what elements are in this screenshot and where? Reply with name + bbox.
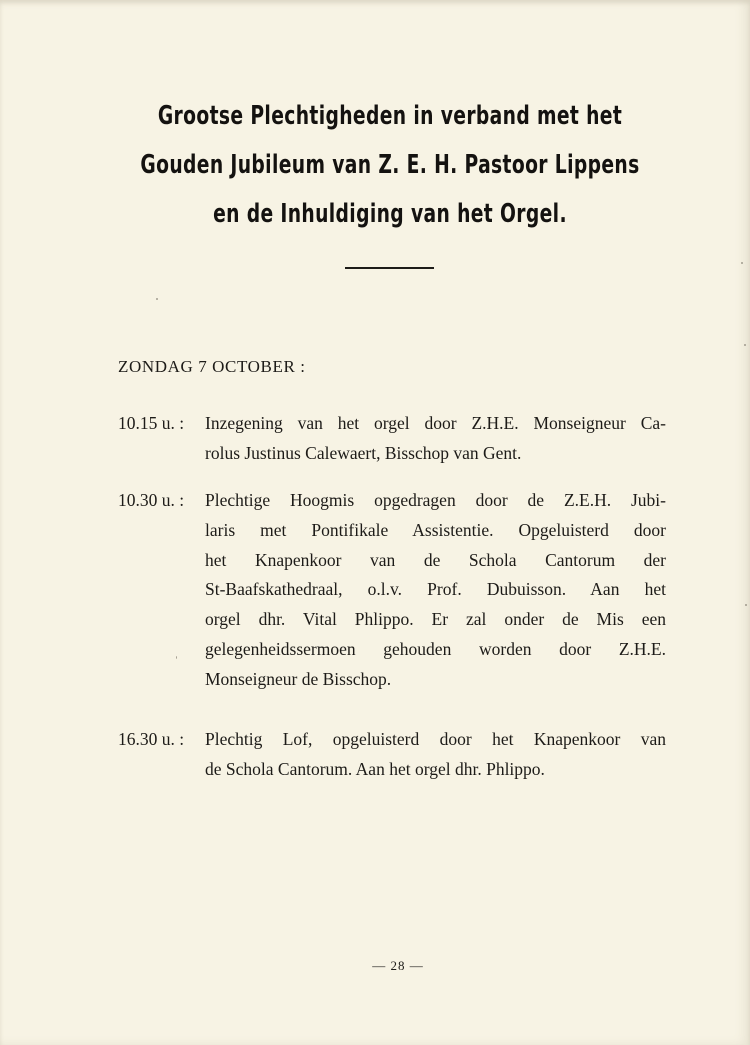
program-item-time: 10.30 u. :	[118, 490, 185, 510]
page-number: — 28 —	[372, 958, 424, 973]
day-heading: ZONDAG 7 OCTOBER :	[118, 357, 306, 376]
title-divider	[345, 267, 434, 269]
program-item-description	[205, 725, 666, 785]
paper-speck	[745, 604, 747, 606]
title-line-2: Gouden Jubileum van Z. E. H. Pastoor Lippens	[140, 150, 640, 180]
description-line: orgel dhr. Vital Phlippo. Er zal onder de Mis een	[205, 609, 666, 630]
program-item-description	[205, 486, 666, 695]
paper-speck	[741, 262, 743, 264]
description-line: Monseigneur de Bisschop.	[205, 668, 392, 689]
page-title	[0, 92, 750, 239]
description-line: Plechtig Lof, opgeluisterd door het Knapenkoor van	[205, 729, 666, 749]
description-line: laris met Pontifikale Assistentie. Opgeluisterd door	[205, 519, 666, 540]
description-line: de Schola Cantorum. Aan het orgel dhr. Phlippo.	[205, 758, 545, 779]
program-item-1030	[118, 486, 666, 695]
program-item-time: 16.30 u. :	[118, 729, 185, 749]
paper-speck	[156, 298, 158, 300]
description-line: St-Baafskathedraal, o.l.v. Prof. Dubuisson. Aan het	[205, 579, 666, 600]
title-line-3: en de Inhuldiging van het Orgel.	[213, 199, 567, 229]
program-item-time: 10.15 u. :	[118, 413, 185, 433]
program-item-1015	[118, 409, 666, 469]
description-line: gelegenheidssermoen gehouden worden door Z.H.E.	[205, 638, 666, 659]
description-line: Plechtige Hoogmis opgedragen door de Z.E.H. Jubi-	[205, 490, 666, 510]
program-item-1630	[118, 725, 666, 785]
paper-speck	[744, 344, 746, 346]
program-item-description	[205, 409, 666, 469]
description-line: Inzegening van het orgel door Z.H.E. Monseigneur Ca-	[205, 413, 666, 433]
description-line: het Knapenkoor van de Schola Cantorum der	[205, 549, 666, 570]
paper-speck	[176, 656, 177, 659]
title-line-1: Grootse Plechtigheden in verband met het	[157, 101, 623, 131]
description-line: rolus Justinus Calewaert, Bisschop van Gent.	[205, 442, 522, 463]
